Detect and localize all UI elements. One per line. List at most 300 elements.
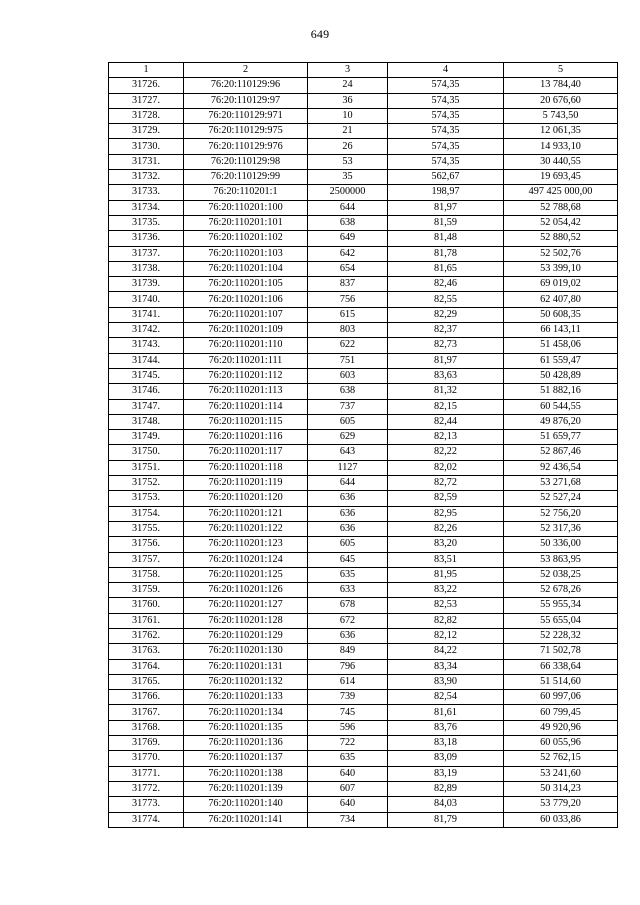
- cadastral-number-cell: 76:20:110201:134: [184, 705, 308, 720]
- table-row: [109, 552, 618, 567]
- unit-value-cell: 82,53: [388, 598, 504, 613]
- table-row: [109, 384, 618, 399]
- row-number-cell: 31743.: [109, 338, 184, 353]
- area-cell: 629: [308, 430, 388, 445]
- table-row: [109, 139, 618, 154]
- cadastral-number-cell: 76:20:110129:98: [184, 154, 308, 169]
- cadastral-value-cell: 20 676,60: [504, 93, 618, 108]
- cadastral-number-cell: 76:20:110201:112: [184, 368, 308, 383]
- table-row: [109, 613, 618, 628]
- table-row: [109, 644, 618, 659]
- area-cell: 635: [308, 567, 388, 582]
- row-number-cell: 31748.: [109, 414, 184, 429]
- area-cell: 638: [308, 384, 388, 399]
- cadastral-value-cell: 50 608,35: [504, 307, 618, 322]
- cadastral-value-cell: 5 743,50: [504, 108, 618, 123]
- row-number-cell: 31758.: [109, 567, 184, 582]
- unit-value-cell: 81,32: [388, 384, 504, 399]
- row-number-cell: 31726.: [109, 78, 184, 93]
- unit-value-cell: 82,26: [388, 521, 504, 536]
- table-row: [109, 170, 618, 185]
- cadastral-number-cell: 76:20:110201:127: [184, 598, 308, 613]
- cadastral-number-cell: 76:20:110201:107: [184, 307, 308, 322]
- cadastral-number-cell: 76:20:110201:103: [184, 246, 308, 261]
- cadastral-number-cell: 76:20:110201:123: [184, 537, 308, 552]
- cadastral-value-cell: 53 863,95: [504, 552, 618, 567]
- row-number-cell: 31772.: [109, 781, 184, 796]
- cadastral-value-cell: 66 338,64: [504, 659, 618, 674]
- cadastral-number-cell: 76:20:110201:113: [184, 384, 308, 399]
- area-cell: 26: [308, 139, 388, 154]
- row-number-cell: 31734.: [109, 200, 184, 215]
- unit-value-cell: 574,35: [388, 78, 504, 93]
- cadastral-number-cell: 76:20:110201:129: [184, 628, 308, 643]
- unit-value-cell: 83,18: [388, 736, 504, 751]
- area-cell: 734: [308, 812, 388, 827]
- cadastral-value-cell: 69 019,02: [504, 277, 618, 292]
- unit-value-cell: 83,22: [388, 583, 504, 598]
- cadastral-value-cell: 92 436,54: [504, 460, 618, 475]
- table-row: [109, 445, 618, 460]
- unit-value-cell: 82,13: [388, 430, 504, 445]
- unit-value-cell: 82,72: [388, 476, 504, 491]
- cadastral-number-cell: 76:20:110129:975: [184, 124, 308, 139]
- row-number-cell: 31730.: [109, 139, 184, 154]
- area-cell: 10: [308, 108, 388, 123]
- unit-value-cell: 81,61: [388, 705, 504, 720]
- row-number-cell: 31728.: [109, 108, 184, 123]
- row-number-cell: 31745.: [109, 368, 184, 383]
- cadastral-value-cell: 53 241,60: [504, 766, 618, 781]
- cadastral-number-cell: 76:20:110201:115: [184, 414, 308, 429]
- area-cell: 672: [308, 613, 388, 628]
- cadastral-number-cell: 76:20:110201:133: [184, 690, 308, 705]
- unit-value-cell: 82,89: [388, 781, 504, 796]
- row-number-cell: 31763.: [109, 644, 184, 659]
- area-cell: 678: [308, 598, 388, 613]
- cadastral-number-cell: 76:20:110201:109: [184, 323, 308, 338]
- row-number-cell: 31764.: [109, 659, 184, 674]
- cadastral-value-cell: 60 544,55: [504, 399, 618, 414]
- area-cell: 636: [308, 506, 388, 521]
- table-row: [109, 368, 618, 383]
- area-cell: 21: [308, 124, 388, 139]
- area-cell: 722: [308, 736, 388, 751]
- cadastral-number-cell: 76:20:110201:106: [184, 292, 308, 307]
- cadastral-value-cell: 19 693,45: [504, 170, 618, 185]
- unit-value-cell: 82,15: [388, 399, 504, 414]
- area-cell: 1127: [308, 460, 388, 475]
- column-header: 3: [308, 63, 388, 78]
- cadastral-value-cell: 62 407,80: [504, 292, 618, 307]
- area-cell: 644: [308, 476, 388, 491]
- row-number-cell: 31737.: [109, 246, 184, 261]
- cadastral-number-cell: 76:20:110129:97: [184, 93, 308, 108]
- row-number-cell: 31774.: [109, 812, 184, 827]
- row-number-cell: 31754.: [109, 506, 184, 521]
- cadastral-value-cell: 52 788,68: [504, 200, 618, 215]
- table-row: [109, 766, 618, 781]
- table-row: [109, 583, 618, 598]
- table-body: [109, 78, 618, 828]
- table-row: [109, 797, 618, 812]
- cadastral-value-cell: 71 502,78: [504, 644, 618, 659]
- cadastral-value-cell: 52 880,52: [504, 231, 618, 246]
- row-number-cell: 31771.: [109, 766, 184, 781]
- area-cell: 638: [308, 215, 388, 230]
- row-number-cell: 31756.: [109, 537, 184, 552]
- cadastral-number-cell: 76:20:110201:125: [184, 567, 308, 582]
- cadastral-number-cell: 76:20:110201:114: [184, 399, 308, 414]
- unit-value-cell: 574,35: [388, 124, 504, 139]
- cadastral-value-cell: 60 033,86: [504, 812, 618, 827]
- area-cell: 605: [308, 414, 388, 429]
- table-row: [109, 598, 618, 613]
- unit-value-cell: 574,35: [388, 139, 504, 154]
- unit-value-cell: 82,46: [388, 277, 504, 292]
- unit-value-cell: 82,73: [388, 338, 504, 353]
- cadastral-number-cell: 76:20:110201:135: [184, 720, 308, 735]
- area-cell: 837: [308, 277, 388, 292]
- unit-value-cell: 84,03: [388, 797, 504, 812]
- row-number-cell: 31767.: [109, 705, 184, 720]
- cadastral-number-cell: 76:20:110201:120: [184, 491, 308, 506]
- unit-value-cell: 83,90: [388, 674, 504, 689]
- cadastral-value-cell: 52 228,32: [504, 628, 618, 643]
- cadastral-number-cell: 76:20:110201:131: [184, 659, 308, 674]
- unit-value-cell: 574,35: [388, 108, 504, 123]
- area-cell: 633: [308, 583, 388, 598]
- area-cell: 24: [308, 78, 388, 93]
- row-number-cell: 31732.: [109, 170, 184, 185]
- cadastral-number-cell: 76:20:110201:128: [184, 613, 308, 628]
- cadastral-value-cell: 497 425 000,00: [504, 185, 618, 200]
- cadastral-number-cell: 76:20:110201:110: [184, 338, 308, 353]
- unit-value-cell: 81,79: [388, 812, 504, 827]
- table-row: [109, 338, 618, 353]
- row-number-cell: 31769.: [109, 736, 184, 751]
- unit-value-cell: 84,22: [388, 644, 504, 659]
- area-cell: 745: [308, 705, 388, 720]
- area-cell: 636: [308, 491, 388, 506]
- cadastral-value-cell: 52 867,46: [504, 445, 618, 460]
- area-cell: 596: [308, 720, 388, 735]
- area-cell: 849: [308, 644, 388, 659]
- unit-value-cell: 562,67: [388, 170, 504, 185]
- cadastral-value-cell: 52 054,42: [504, 215, 618, 230]
- cadastral-number-cell: 76:20:110201:118: [184, 460, 308, 475]
- table-row: [109, 261, 618, 276]
- area-cell: 739: [308, 690, 388, 705]
- cadastral-number-cell: 76:20:110201:130: [184, 644, 308, 659]
- area-cell: 53: [308, 154, 388, 169]
- unit-value-cell: 81,48: [388, 231, 504, 246]
- cadastral-value-cell: 30 440,55: [504, 154, 618, 169]
- unit-value-cell: 83,63: [388, 368, 504, 383]
- cadastral-value-cell: 52 678,26: [504, 583, 618, 598]
- cadastral-value-cell: 49 920,96: [504, 720, 618, 735]
- cadastral-value-cell: 51 514,60: [504, 674, 618, 689]
- unit-value-cell: 81,78: [388, 246, 504, 261]
- table-row: [109, 154, 618, 169]
- column-header: 4: [388, 63, 504, 78]
- area-cell: 640: [308, 797, 388, 812]
- row-number-cell: 31761.: [109, 613, 184, 628]
- row-number-cell: 31773.: [109, 797, 184, 812]
- row-number-cell: 31744.: [109, 353, 184, 368]
- cadastral-number-cell: 76:20:110201:102: [184, 231, 308, 246]
- row-number-cell: 31727.: [109, 93, 184, 108]
- row-number-cell: 31741.: [109, 307, 184, 322]
- unit-value-cell: 82,12: [388, 628, 504, 643]
- table-row: [109, 751, 618, 766]
- cadastral-value-cell: 51 458,06: [504, 338, 618, 353]
- row-number-cell: 31733.: [109, 185, 184, 200]
- table-row: [109, 215, 618, 230]
- cadastral-number-cell: 76:20:110201:124: [184, 552, 308, 567]
- area-cell: 643: [308, 445, 388, 460]
- cadastral-value-cell: 53 779,20: [504, 797, 618, 812]
- area-cell: 645: [308, 552, 388, 567]
- table-row: [109, 705, 618, 720]
- table-row: [109, 307, 618, 322]
- cadastral-value-cell: 52 038,25: [504, 567, 618, 582]
- area-cell: 640: [308, 766, 388, 781]
- cadastral-value-cell: 52 317,36: [504, 521, 618, 536]
- unit-value-cell: 83,34: [388, 659, 504, 674]
- table-row: [109, 185, 618, 200]
- unit-value-cell: 82,29: [388, 307, 504, 322]
- cadastral-value-cell: 14 933,10: [504, 139, 618, 154]
- table-row: [109, 537, 618, 552]
- row-number-cell: 31739.: [109, 277, 184, 292]
- cadastral-number-cell: 76:20:110201:122: [184, 521, 308, 536]
- area-cell: 803: [308, 323, 388, 338]
- row-number-cell: 31740.: [109, 292, 184, 307]
- page-number: 649: [310, 27, 330, 41]
- cadastral-number-cell: 76:20:110129:99: [184, 170, 308, 185]
- unit-value-cell: 83,09: [388, 751, 504, 766]
- table-row: [109, 93, 618, 108]
- area-cell: 642: [308, 246, 388, 261]
- cadastral-number-cell: 76:20:110129:976: [184, 139, 308, 154]
- row-number-cell: 31762.: [109, 628, 184, 643]
- table-row: [109, 292, 618, 307]
- row-number-cell: 31760.: [109, 598, 184, 613]
- cadastral-number-cell: 76:20:110201:140: [184, 797, 308, 812]
- area-cell: 615: [308, 307, 388, 322]
- unit-value-cell: 82,37: [388, 323, 504, 338]
- area-cell: 614: [308, 674, 388, 689]
- area-cell: 636: [308, 521, 388, 536]
- cadastral-number-cell: 76:20:110201:119: [184, 476, 308, 491]
- unit-value-cell: 81,97: [388, 200, 504, 215]
- area-cell: 622: [308, 338, 388, 353]
- table-row: [109, 200, 618, 215]
- cadastral-value-cell: 52 756,20: [504, 506, 618, 521]
- unit-value-cell: 82,55: [388, 292, 504, 307]
- cadastral-value-cell: 51 659,77: [504, 430, 618, 445]
- table-row: [109, 674, 618, 689]
- row-number-cell: 31735.: [109, 215, 184, 230]
- row-number-cell: 31731.: [109, 154, 184, 169]
- table-row: [109, 414, 618, 429]
- table-row: [109, 690, 618, 705]
- cadastral-value-cell: 53 399,10: [504, 261, 618, 276]
- area-cell: 636: [308, 628, 388, 643]
- row-number-cell: 31729.: [109, 124, 184, 139]
- area-cell: 737: [308, 399, 388, 414]
- cadastral-number-cell: 76:20:110201:104: [184, 261, 308, 276]
- area-cell: 607: [308, 781, 388, 796]
- cadastral-value-cell: 53 271,68: [504, 476, 618, 491]
- table-row: [109, 246, 618, 261]
- cadastral-value-cell: 60 799,45: [504, 705, 618, 720]
- area-cell: 796: [308, 659, 388, 674]
- table-row: [109, 521, 618, 536]
- cadastral-number-cell: 76:20:110201:138: [184, 766, 308, 781]
- cadastral-number-cell: 76:20:110201:1: [184, 185, 308, 200]
- cadastral-value-cell: 55 955,34: [504, 598, 618, 613]
- cadastral-value-cell: 49 876,20: [504, 414, 618, 429]
- area-cell: 35: [308, 170, 388, 185]
- table-row: [109, 460, 618, 475]
- unit-value-cell: 83,20: [388, 537, 504, 552]
- cadastral-value-cell: 50 428,89: [504, 368, 618, 383]
- table-row: [109, 231, 618, 246]
- table-row: [109, 476, 618, 491]
- cadastral-number-cell: 76:20:110129:96: [184, 78, 308, 93]
- unit-value-cell: 83,76: [388, 720, 504, 735]
- cadastral-number-cell: 76:20:110201:136: [184, 736, 308, 751]
- cadastral-value-cell: 60 997,06: [504, 690, 618, 705]
- cadastral-value-cell: 66 143,11: [504, 323, 618, 338]
- table-row: [109, 399, 618, 414]
- row-number-cell: 31742.: [109, 323, 184, 338]
- table-row: [109, 736, 618, 751]
- cadastral-value-cell: 50 314,23: [504, 781, 618, 796]
- unit-value-cell: 81,65: [388, 261, 504, 276]
- table-row: [109, 353, 618, 368]
- row-number-cell: 31770.: [109, 751, 184, 766]
- cadastral-value-cell: 55 655,04: [504, 613, 618, 628]
- table-row: [109, 720, 618, 735]
- cadastral-value-cell: 51 882,16: [504, 384, 618, 399]
- cadastral-number-cell: 76:20:110201:137: [184, 751, 308, 766]
- table-row: [109, 659, 618, 674]
- row-number-cell: 31750.: [109, 445, 184, 460]
- cadastral-number-cell: 76:20:110201:100: [184, 200, 308, 215]
- row-number-cell: 31766.: [109, 690, 184, 705]
- cadastral-number-cell: 76:20:110201:139: [184, 781, 308, 796]
- cadastral-value-table: [108, 62, 618, 828]
- table-row: [109, 812, 618, 827]
- table-row: [109, 108, 618, 123]
- area-cell: 756: [308, 292, 388, 307]
- table-row: [109, 124, 618, 139]
- unit-value-cell: 574,35: [388, 154, 504, 169]
- table-row: [109, 506, 618, 521]
- cadastral-number-cell: 76:20:110201:132: [184, 674, 308, 689]
- table-row: [109, 567, 618, 582]
- table-row: [109, 628, 618, 643]
- area-cell: 36: [308, 93, 388, 108]
- row-number-cell: 31757.: [109, 552, 184, 567]
- table-row: [109, 491, 618, 506]
- area-cell: 635: [308, 751, 388, 766]
- cadastral-value-cell: 50 336,00: [504, 537, 618, 552]
- column-header: 1: [109, 63, 184, 78]
- cadastral-number-cell: 76:20:110201:111: [184, 353, 308, 368]
- row-number-cell: 31736.: [109, 231, 184, 246]
- column-header: 5: [504, 63, 618, 78]
- unit-value-cell: 82,95: [388, 506, 504, 521]
- area-cell: 603: [308, 368, 388, 383]
- cadastral-value-cell: 52 502,76: [504, 246, 618, 261]
- cadastral-number-cell: 76:20:110201:141: [184, 812, 308, 827]
- row-number-cell: 31738.: [109, 261, 184, 276]
- cadastral-number-cell: 76:20:110201:101: [184, 215, 308, 230]
- cadastral-value-cell: 52 762,15: [504, 751, 618, 766]
- cadastral-number-cell: 76:20:110201:126: [184, 583, 308, 598]
- table-row: [109, 277, 618, 292]
- area-cell: 649: [308, 231, 388, 246]
- row-number-cell: 31755.: [109, 521, 184, 536]
- unit-value-cell: 83,19: [388, 766, 504, 781]
- column-header: 2: [184, 63, 308, 78]
- unit-value-cell: 82,59: [388, 491, 504, 506]
- area-cell: 654: [308, 261, 388, 276]
- table-row: [109, 430, 618, 445]
- cadastral-value-cell: 52 527,24: [504, 491, 618, 506]
- cadastral-number-cell: 76:20:110201:116: [184, 430, 308, 445]
- unit-value-cell: 82,44: [388, 414, 504, 429]
- unit-value-cell: 82,22: [388, 445, 504, 460]
- table-row: [109, 323, 618, 338]
- unit-value-cell: 82,82: [388, 613, 504, 628]
- area-cell: 644: [308, 200, 388, 215]
- row-number-cell: 31768.: [109, 720, 184, 735]
- unit-value-cell: 198,97: [388, 185, 504, 200]
- table-row: [109, 78, 618, 93]
- row-number-cell: 31751.: [109, 460, 184, 475]
- row-number-cell: 31752.: [109, 476, 184, 491]
- cadastral-number-cell: 76:20:110201:105: [184, 277, 308, 292]
- row-number-cell: 31749.: [109, 430, 184, 445]
- cadastral-number-cell: 76:20:110201:121: [184, 506, 308, 521]
- unit-value-cell: 83,51: [388, 552, 504, 567]
- cadastral-number-cell: 76:20:110201:117: [184, 445, 308, 460]
- table-row: [109, 781, 618, 796]
- row-number-cell: 31765.: [109, 674, 184, 689]
- unit-value-cell: 574,35: [388, 93, 504, 108]
- cadastral-value-cell: 13 784,40: [504, 78, 618, 93]
- area-cell: 751: [308, 353, 388, 368]
- unit-value-cell: 82,54: [388, 690, 504, 705]
- row-number-cell: 31746.: [109, 384, 184, 399]
- cadastral-number-cell: 76:20:110129:971: [184, 108, 308, 123]
- row-number-cell: 31747.: [109, 399, 184, 414]
- table-header-row: [109, 63, 618, 78]
- unit-value-cell: 82,02: [388, 460, 504, 475]
- cadastral-value-cell: 60 055,96: [504, 736, 618, 751]
- row-number-cell: 31753.: [109, 491, 184, 506]
- area-cell: 605: [308, 537, 388, 552]
- area-cell: 2500000: [308, 185, 388, 200]
- cadastral-value-cell: 61 559,47: [504, 353, 618, 368]
- unit-value-cell: 81,97: [388, 353, 504, 368]
- row-number-cell: 31759.: [109, 583, 184, 598]
